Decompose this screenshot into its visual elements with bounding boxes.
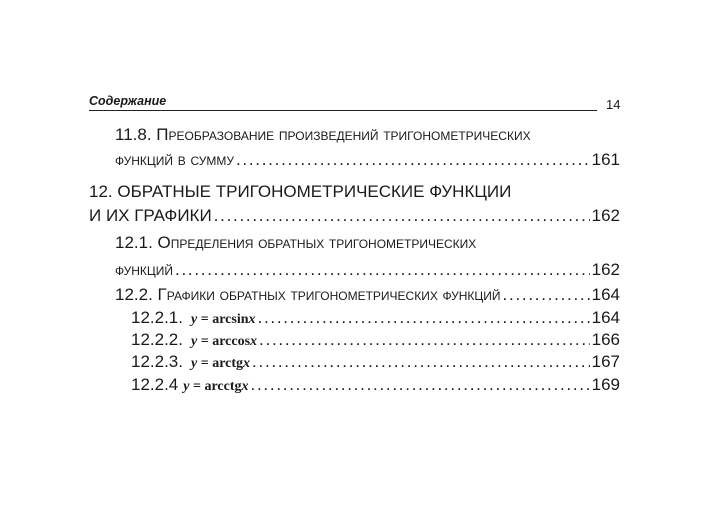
chapter-title-cont: И ИХ ГРАФИКИ <box>89 206 212 225</box>
entry-number: 12.2. <box>115 285 153 304</box>
entry-number: 11.8. <box>115 125 152 144</box>
entry-title-cont: функций <box>115 260 173 279</box>
entry-number: 12.2.2. <box>131 330 183 349</box>
entry-number: 12.2.1. <box>131 308 183 327</box>
running-head-title: Содержание <box>89 94 597 111</box>
entry-title: Определения обратных тригонометрических <box>157 233 477 252</box>
toc-entry-12-2 <box>115 284 620 305</box>
toc-entry-12-2-1 <box>131 307 620 330</box>
entry-page: 164 <box>591 285 620 304</box>
dot-leader <box>214 204 590 228</box>
dot-leader <box>175 259 590 280</box>
formula: y = arctgx <box>191 356 251 371</box>
entry-number: 12.2.4 <box>131 375 179 394</box>
dot-leader <box>252 351 590 372</box>
entry-number: 12.2.3. <box>131 352 183 371</box>
toc-entry-12-2-2 <box>131 329 620 352</box>
dot-leader <box>258 307 590 328</box>
page-number: 14 <box>606 97 621 112</box>
chapter-title: 12. ОБРАТНЫЕ ТРИГОНОМЕТРИЧЕСКИЕ ФУНКЦИИ <box>89 182 512 201</box>
dot-leader <box>503 284 590 305</box>
dot-leader <box>236 149 590 170</box>
entry-title: Графики обратных тригонометрических функций <box>157 285 501 304</box>
entry-page: 169 <box>591 375 620 394</box>
toc-entry-11-8 <box>115 124 620 170</box>
entry-page: 162 <box>591 206 620 225</box>
formula: y = arcctgx <box>183 379 249 394</box>
toc-entry-12-2-4 <box>131 374 620 397</box>
entry-page: 166 <box>591 330 620 349</box>
formula: y = arcsinx <box>191 312 256 327</box>
dot-leader <box>251 374 590 395</box>
formula: y = arccosx <box>191 334 258 349</box>
entry-title: Преобразование произведений тригонометрических <box>156 125 531 144</box>
entry-page: 167 <box>591 352 620 371</box>
entry-page: 161 <box>591 150 620 169</box>
toc-entry-12-1 <box>115 232 620 280</box>
entry-page: 162 <box>591 260 620 279</box>
toc-chapter-12 <box>89 180 620 228</box>
entry-number: 12.1. <box>115 233 153 252</box>
toc-entry-12-2-3 <box>131 351 620 374</box>
dot-leader <box>259 329 590 350</box>
entry-page: 164 <box>591 308 620 327</box>
entry-title-cont: функций в сумму <box>115 150 234 169</box>
